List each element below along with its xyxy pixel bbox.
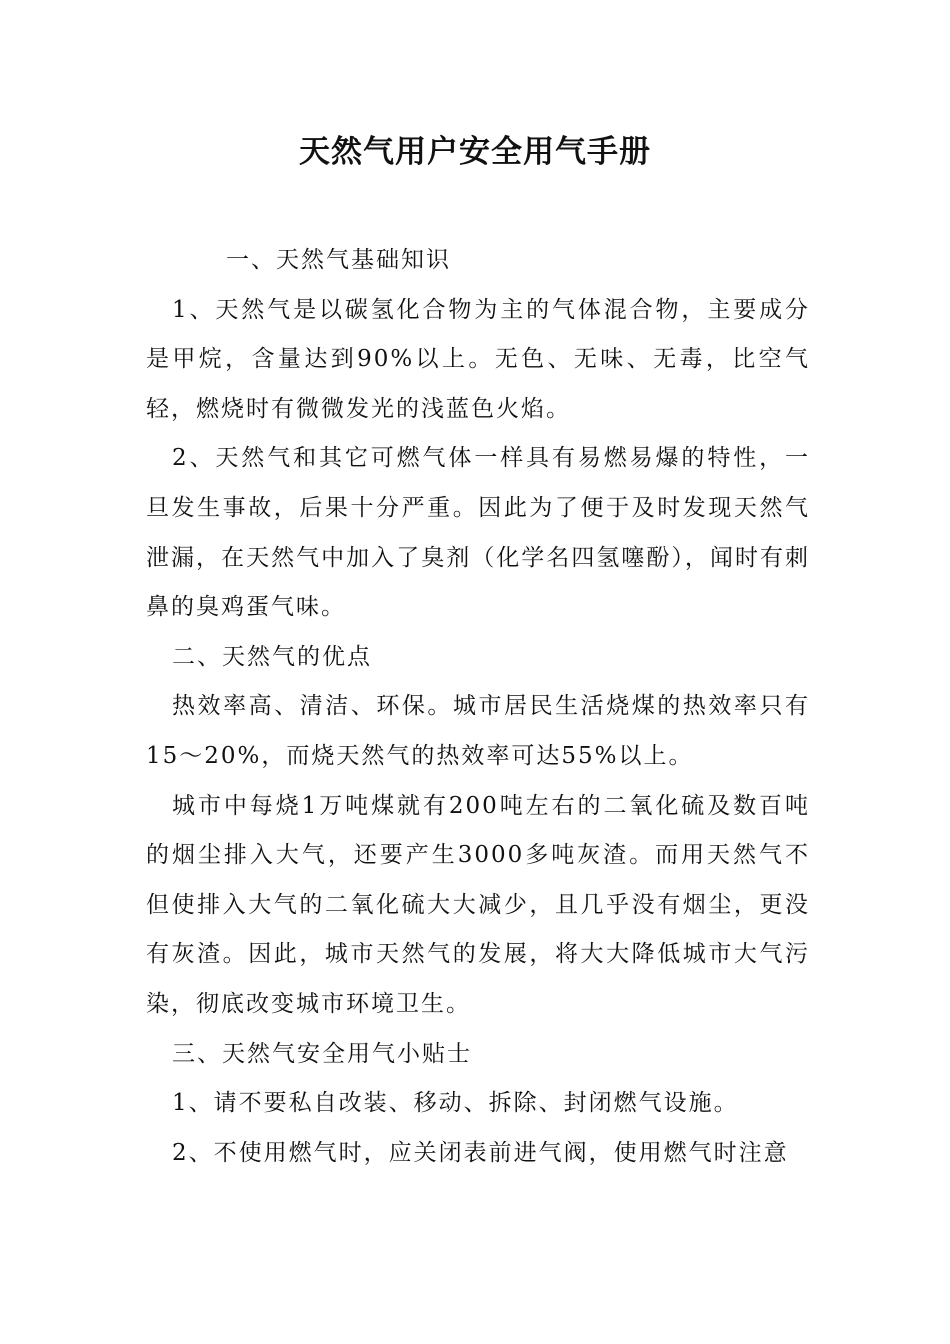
section-heading-basics: 一、天然气基础知识 (226, 247, 451, 273)
paragraph-safety-tip-2: 2、不使用燃气时，应关闭表前进气阀，使用燃气时注意 (172, 1139, 789, 1166)
document-title: 天然气用户安全用气手册 (299, 134, 651, 170)
paragraph-basics-1: 1、天然气是以碳氢化合物为主的气体混合物，主要成分是甲烷，含量达到90%以上。无色、无味、无毒，比空气轻，燃烧时有微微发光的浅蓝色火焰。 (146, 296, 810, 422)
section-heading-advantages: 二、天然气的优点 (172, 643, 372, 670)
section-heading-safety-tips: 三、天然气安全用气小贴士 (172, 1040, 472, 1067)
paragraph-advantages-2: 城市中每烧1万吨煤就有200吨左右的二氧化硫及数百吨的烟尘排入大气，还要产生3000多吨灰渣。而用天然气不但使排入大气的二氧化硫大大减少，且几乎没有烟尘，更没有灰渣。因此，城市天然气的发展，将大大降低城市大气污染，彻底改变城市环境卫生。 (146, 792, 810, 1017)
paragraph-basics-2: 2、天然气和其它可燃气体一样具有易燃易爆的特性，一旦发生事故，后果十分严重。因此为了便于及时发现天然气泄漏，在天然气中加入了臭剂（化学名四氢噻酚），闻时有刺鼻的臭鸡蛋气味。 (146, 445, 810, 621)
paragraph-advantages-1: 热效率高、清洁、环保。城市居民生活烧煤的热效率只有15～20%，而烧天然气的热效率可达55%以上。 (146, 693, 810, 769)
paragraph-safety-tip-1: 1、请不要私自改装、移动、拆除、封闭燃气设施。 (172, 1090, 739, 1117)
document-body (146, 236, 810, 1178)
